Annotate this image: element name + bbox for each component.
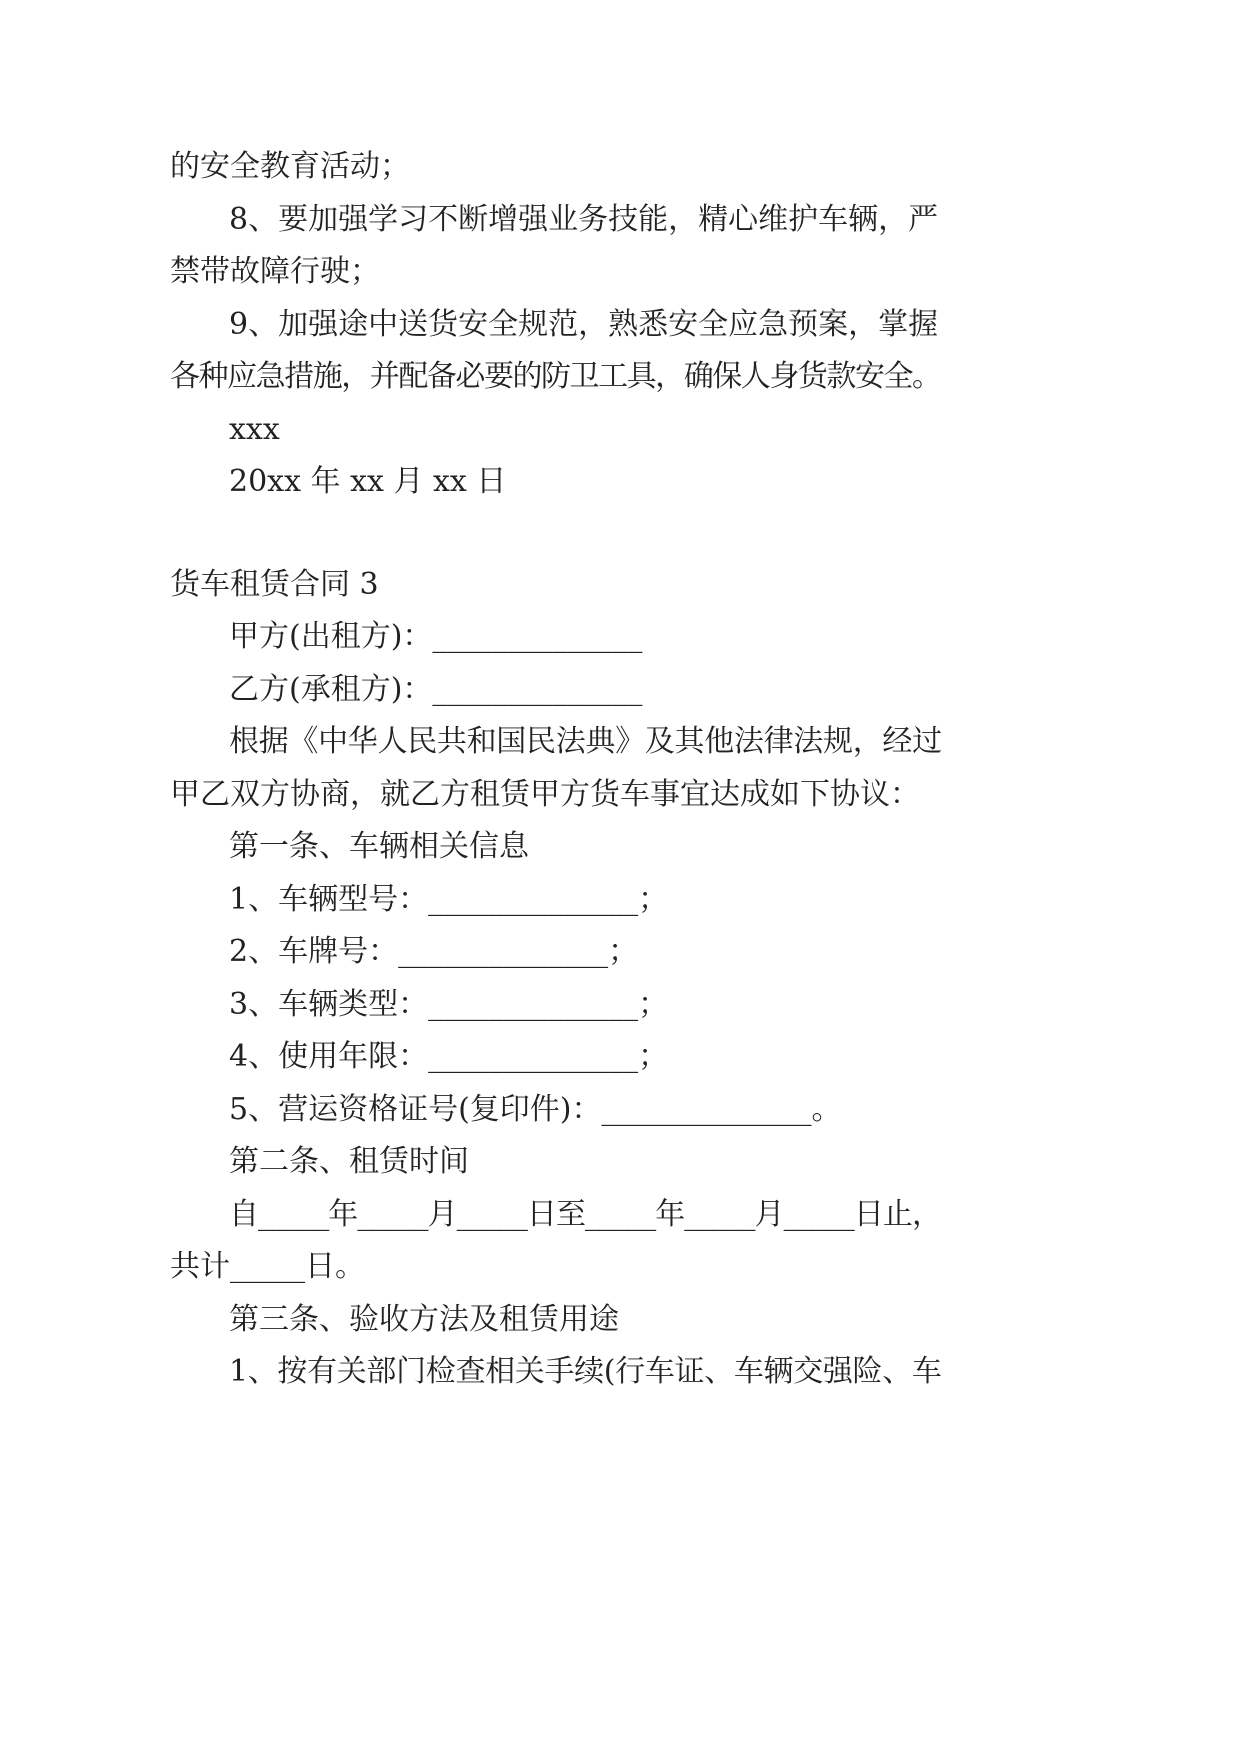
text-line-safety-education: 的安全教育活动； bbox=[170, 149, 410, 184]
party-b-line: 乙方(承租方)：______________ bbox=[229, 672, 643, 707]
article-3-heading: 第三条、验收方法及租赁用途 bbox=[229, 1302, 619, 1337]
vehicle-model-line: 1、车辆型号：______________； bbox=[229, 882, 669, 917]
preamble-line-2: 甲乙双方协商，就乙方租赁甲方货车事宜达成如下协议： bbox=[170, 777, 920, 812]
signature-date: 20xx 年 xx 月 xx 日 bbox=[229, 464, 507, 499]
party-a-line: 甲方(出租方)：______________ bbox=[229, 619, 643, 654]
plate-number-line: 2、车牌号：______________； bbox=[229, 934, 639, 969]
vehicle-type-line: 3、车辆类型：______________； bbox=[229, 987, 669, 1022]
article-2-heading: 第二条、租赁时间 bbox=[229, 1144, 469, 1179]
text-line-item-9: 9、加强途中送货安全规范，熟悉安全应急预案，掌握 bbox=[229, 307, 939, 342]
article-1-heading: 第一条、车辆相关信息 bbox=[229, 829, 529, 864]
signature-name: xxx bbox=[229, 412, 280, 447]
article-3-item-1: 1、按有关部门检查相关手续(行车证、车辆交强险、车 bbox=[229, 1354, 942, 1389]
lease-total-days-line: 共计_____日。 bbox=[170, 1249, 365, 1284]
text-line-item-8: 8、要加强学习不断增强业务技能，精心维护车辆，严 bbox=[229, 202, 939, 237]
service-years-line: 4、使用年限：______________； bbox=[229, 1039, 669, 1074]
contract-title: 货车租赁合同 3 bbox=[170, 567, 379, 602]
preamble-line-1: 根据《中华人民共和国民法典》及其他法律法规，经过 bbox=[229, 724, 942, 759]
lease-period-line: 自_____年_____月_____日至_____年_____月_____日止， bbox=[229, 1197, 941, 1232]
license-number-line: 5、营运资格证号(复印件)：______________。 bbox=[229, 1092, 842, 1127]
text-line-item-9-cont: 各种应急措施，并配备必要的防卫工具，确保人身货款安全。 bbox=[170, 359, 941, 394]
text-line-item-8-cont: 禁带故障行驶； bbox=[170, 254, 380, 289]
